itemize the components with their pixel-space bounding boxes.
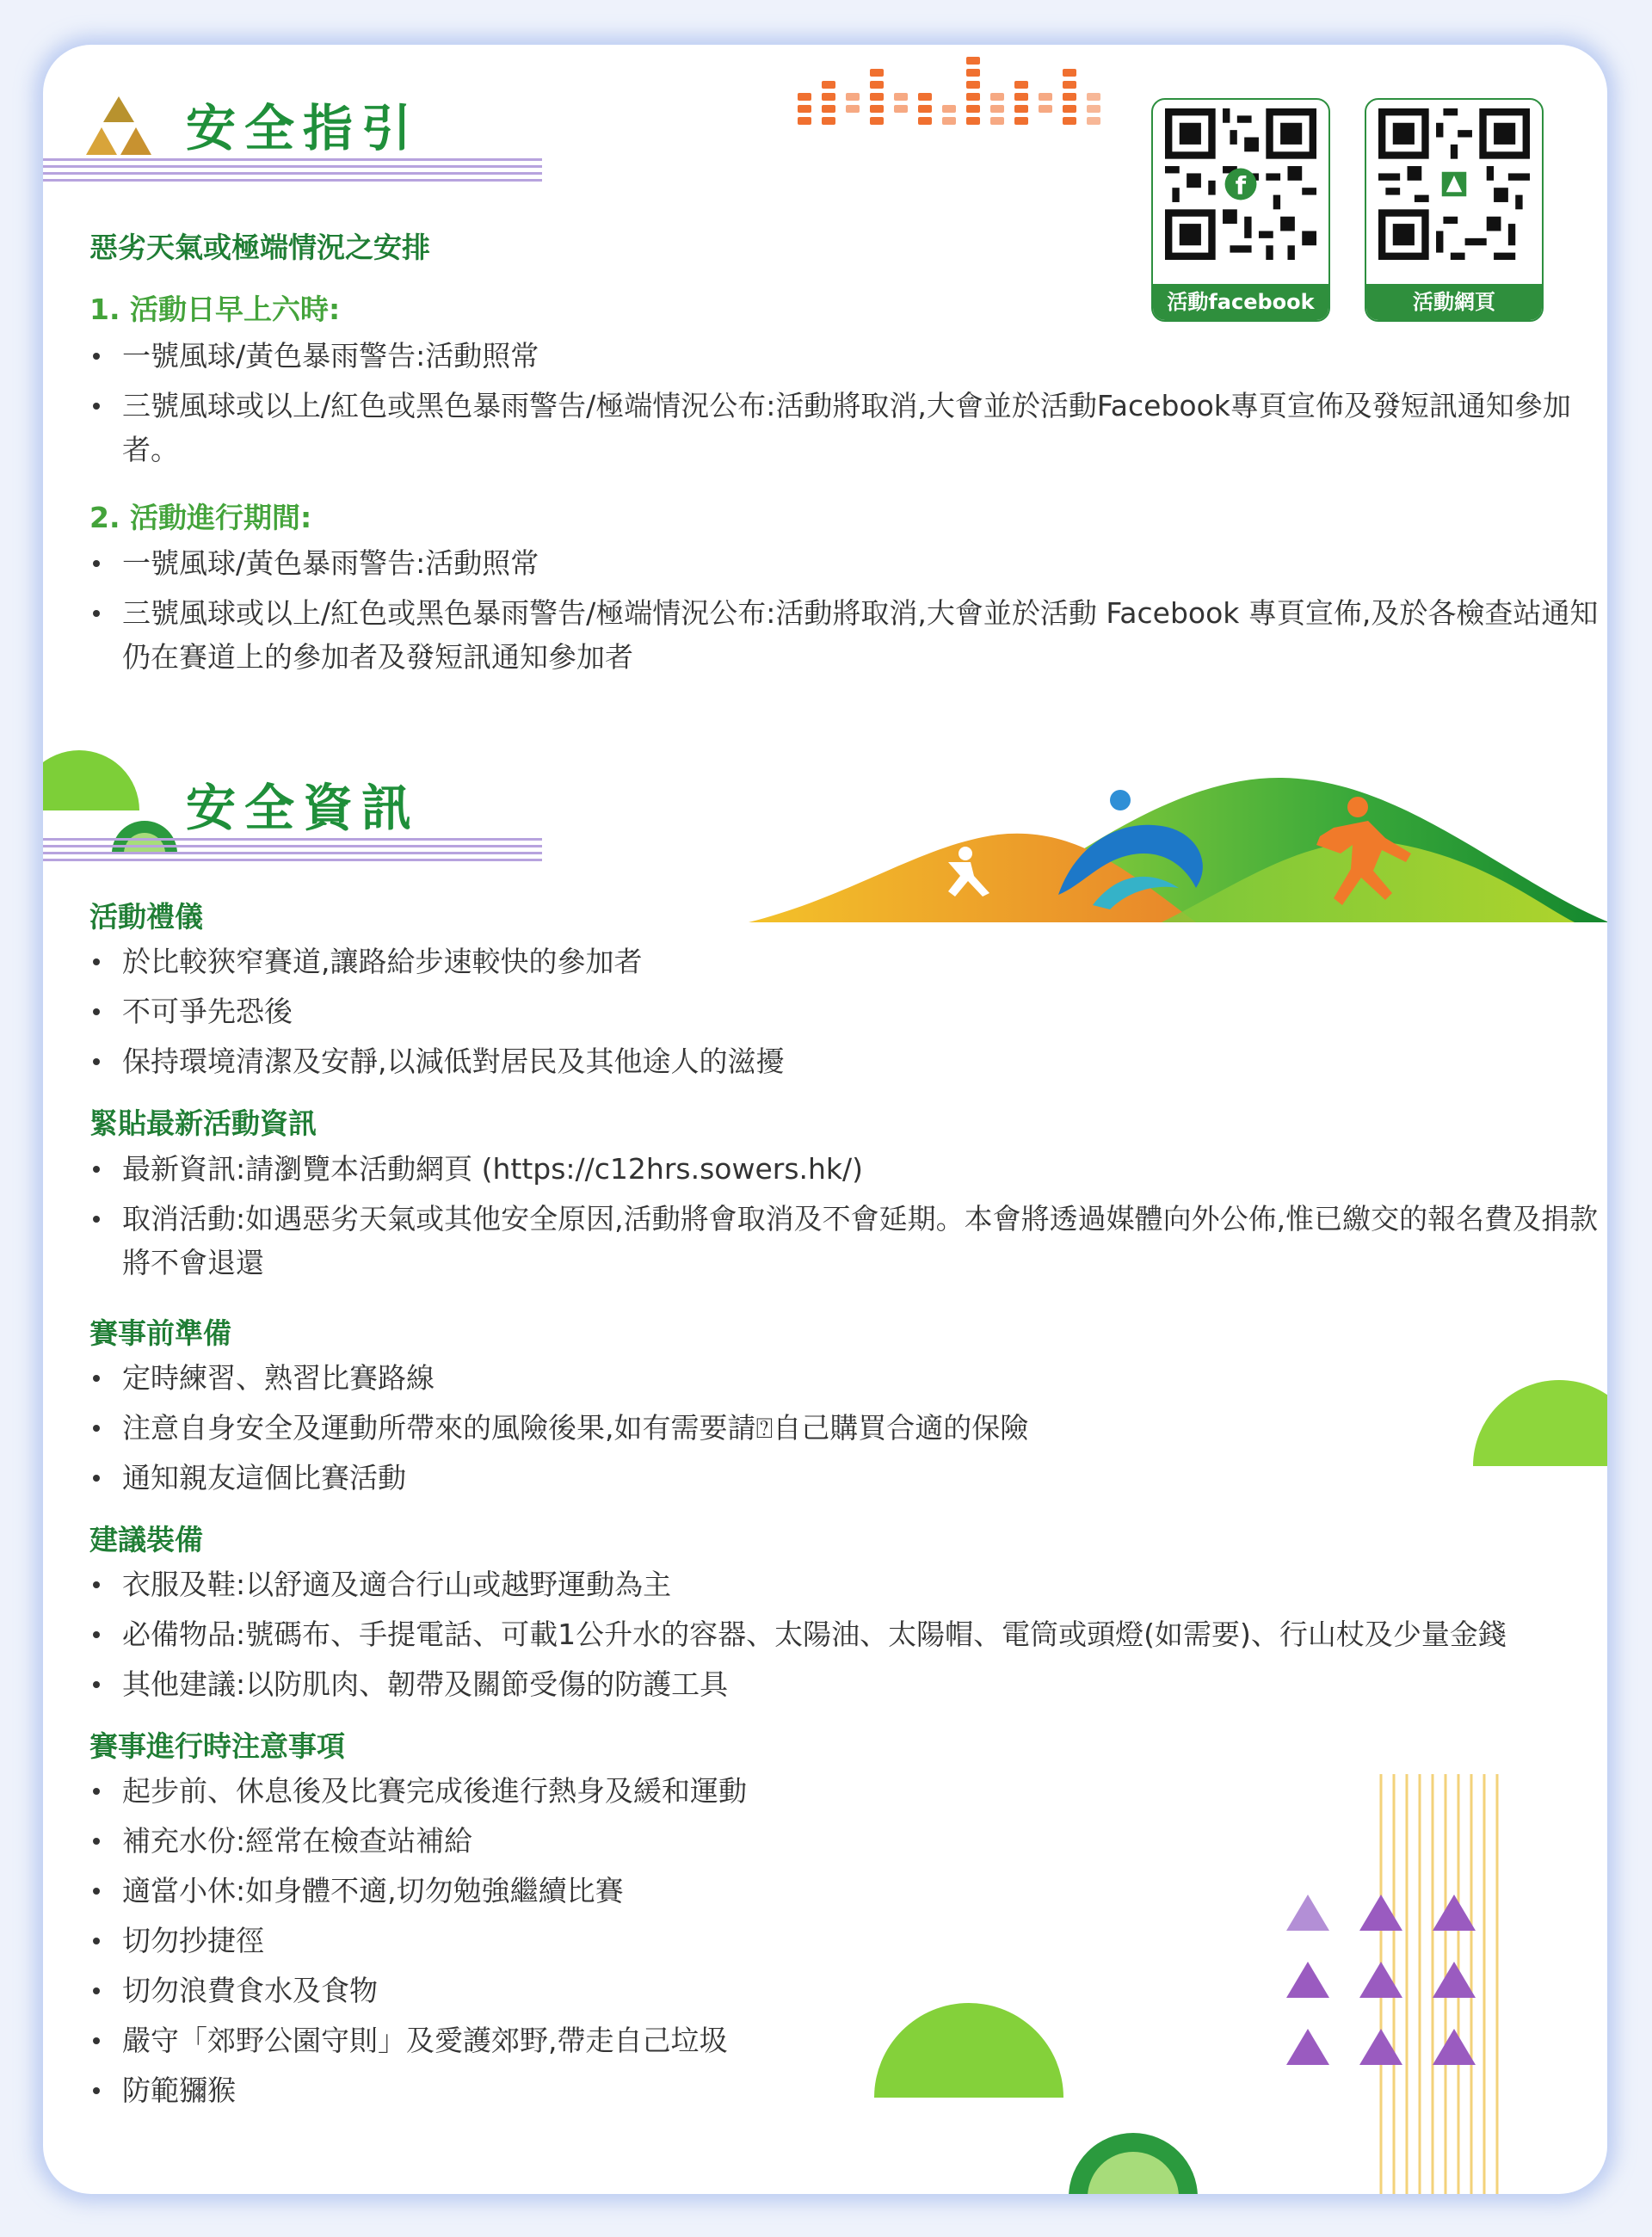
green-semicircle-decoration [1473, 1378, 1607, 1466]
equipment-list [89, 1562, 1604, 1712]
group-heading-etiquette: 活動禮儀 [89, 900, 203, 934]
facebook-qr-label: 活動facebook [1153, 284, 1328, 320]
website-qr-card[interactable] [1365, 98, 1544, 322]
facebook-qr-card[interactable] [1151, 98, 1330, 322]
green-semicircle-decoration [43, 749, 139, 810]
list-item: 三號風球或以上/紅色或黑色暴雨警告/極端情況公布:活動將取消,大會並於活動 Facebook 專頁宣佈,及於各檢查站通知仍在賽道上的參加者及發短訊通知參加者 [89, 591, 1604, 679]
facebook-qr-code [1165, 108, 1316, 260]
title-stripes-decoration [43, 838, 542, 869]
weather-arrangement-heading: 惡劣天氣或極端情況之安排 [89, 231, 430, 264]
purple-triangles-decoration [1282, 1895, 1489, 2075]
svg-text:f: f [1235, 171, 1247, 200]
list-item: 注意自身安全及運動所帶來的風險後果,如有需要請⍰自己購買合適的保險 [89, 1406, 1604, 1450]
period-1-list [89, 334, 1604, 478]
list-item: 衣服及鞋:以舒適及適合行山或越野運動為主 [89, 1562, 1604, 1606]
list-item: 三號風球或以上/紅色或黑色暴雨警告/極端情況公布:活動將取消,大會並於活動Facebook專頁宣佈及發短訊通知參加者。 [89, 384, 1604, 471]
title-stripes-decoration [43, 158, 542, 189]
list-item: 於比較狹窄賽道,讓路給步速較快的參加者 [89, 940, 1604, 983]
preparation-list [89, 1356, 1604, 1506]
list-item: 其他建議:以防肌肉、韌帶及關節受傷的防護工具 [89, 1662, 1604, 1706]
etiquette-list [89, 940, 1604, 1089]
group-heading-preparation: 賽事前準備 [89, 1316, 231, 1350]
content-card [43, 45, 1607, 2194]
website-qr-label: 活動網頁 [1366, 284, 1542, 320]
list-item: 一號風球/黃色暴雨警告:活動照常 [89, 334, 1604, 378]
list-item: 最新資訊:請瀏覽本活動網頁 (https://c12hrs.sowers.hk/) [89, 1147, 1604, 1191]
safety-info-title: 安全資訊 [186, 779, 421, 837]
list-item: 必備物品:號碼布、手提電話、可載1公升水的容器、太陽油、太陽帽、電筒或頭燈(如需要)、行山杖及少量金錢 [89, 1612, 1604, 1656]
period-heading-2: 2. 活動進行期間: [89, 501, 312, 534]
list-item: 通知親友這個比賽活動 [89, 1456, 1604, 1500]
list-item: 切勿抄捷徑 [89, 1919, 1604, 1963]
group-heading-equipment: 建議裝備 [89, 1523, 203, 1556]
triangles-logo-icon [84, 93, 153, 162]
list-item: 嚴守「郊野公園守則」及愛護郊野,帶走自己垃圾 [89, 2018, 1604, 2062]
latest-info-list [89, 1147, 1604, 1291]
list-item: 適當小休:如身體不適,切勿勉強繼續比賽 [89, 1869, 1604, 1913]
list-item: 防範獼猴 [89, 2068, 1604, 2112]
green-ring-decoration [1069, 2129, 1198, 2194]
list-item: 定時練習、熟習比賽路線 [89, 1356, 1604, 1400]
green-semicircle-decoration [874, 2001, 1063, 2098]
group-heading-latest-info: 緊貼最新活動資訊 [89, 1106, 317, 1140]
list-item: 一號風球/黃色暴雨警告:活動照常 [89, 541, 1604, 585]
website-qr-code [1378, 108, 1530, 260]
period-2-list [89, 541, 1604, 685]
period-heading-1: 1. 活動日早上六時: [89, 293, 341, 326]
list-item: 不可爭先恐後 [89, 989, 1604, 1033]
list-item: 取消活動:如遇惡劣天氣或其他安全原因,活動將會取消及不會延期。本會將透過媒體向外公佈,惟已繳交的報名費及捐款將不會退還 [89, 1197, 1604, 1285]
hills-runners-illustration [749, 724, 1607, 922]
safety-guide-title: 安全指引 [186, 99, 421, 157]
list-item: 起步前、休息後及比賽完成後進行熱身及緩和運動 [89, 1769, 1604, 1813]
equalizer-decoration [798, 45, 1159, 131]
group-heading-during-race: 賽事進行時注意事項 [89, 1729, 345, 1763]
list-item: 補充水份:經常在檢查站補給 [89, 1819, 1604, 1863]
list-item: 保持環境清潔及安靜,以減低對居民及其他途人的滋擾 [89, 1039, 1604, 1083]
list-item: 切勿浪費食水及食物 [89, 1969, 1604, 2012]
